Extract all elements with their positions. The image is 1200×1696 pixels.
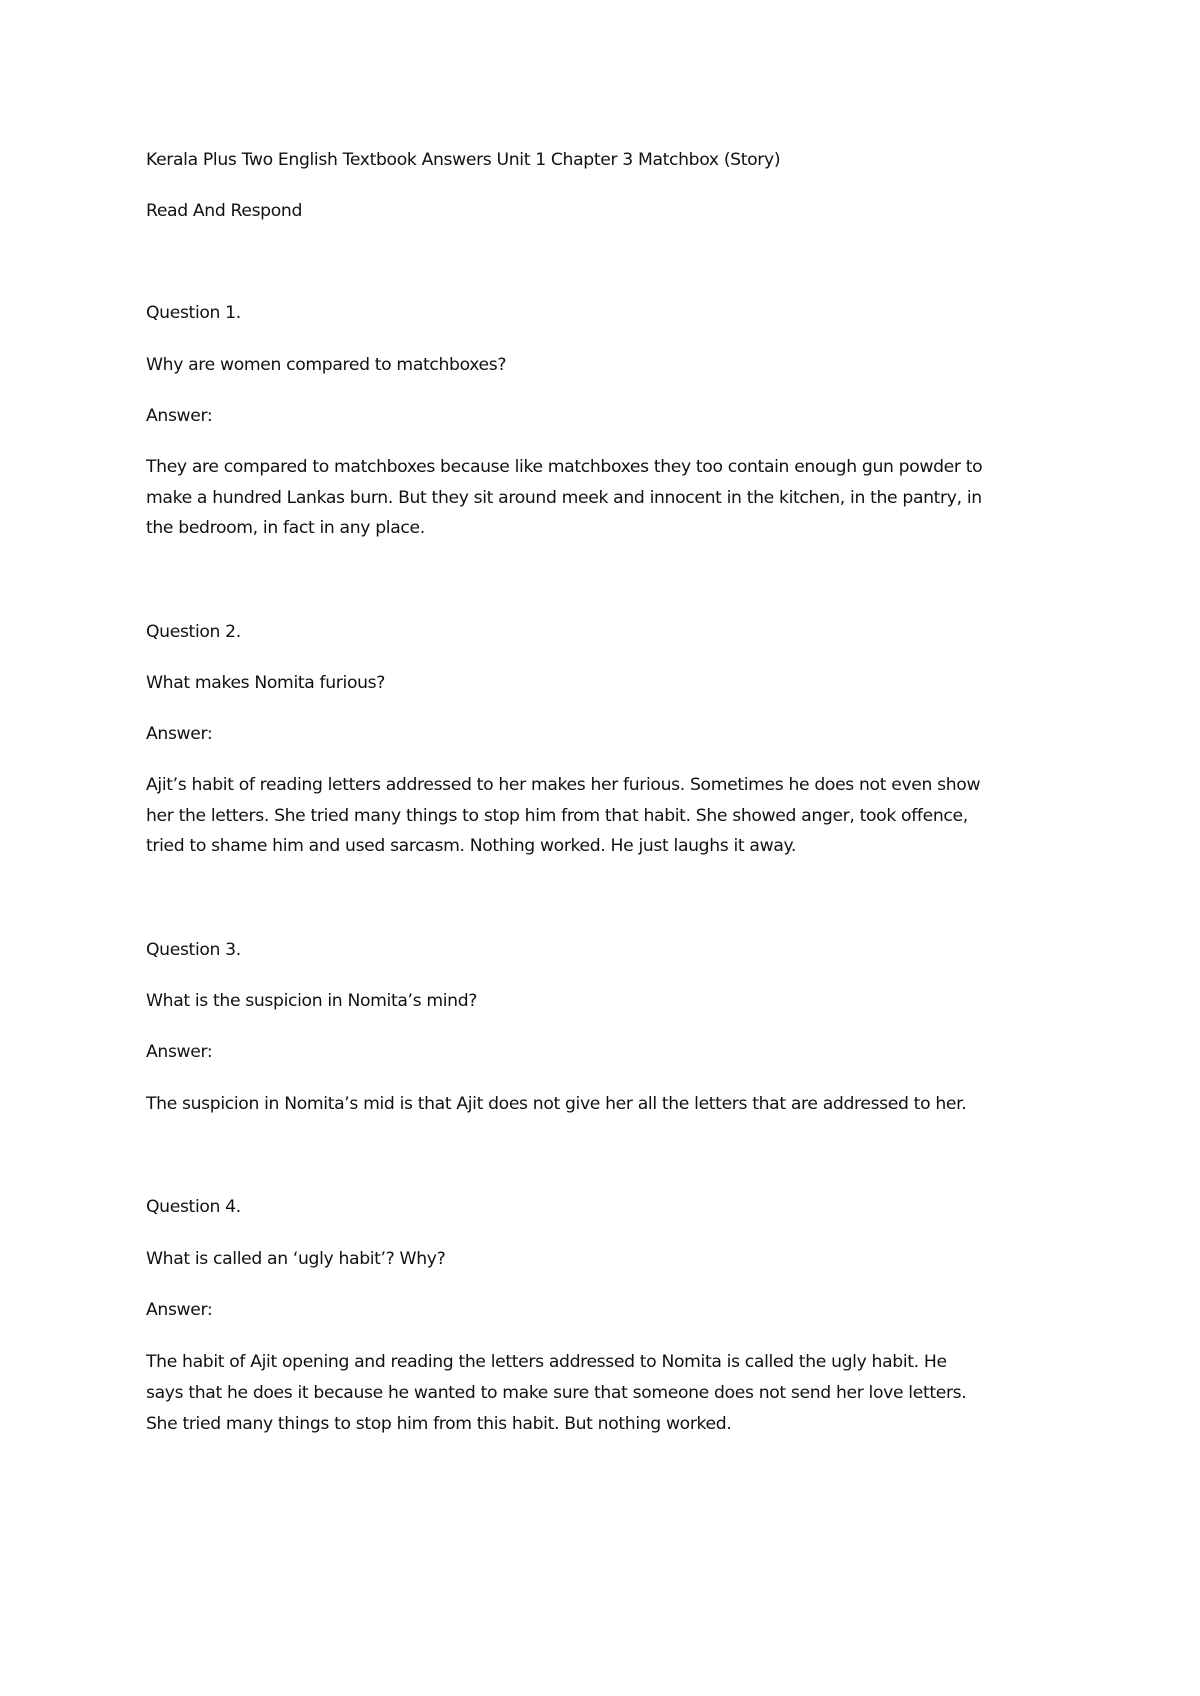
answer-line: tried to shame him and used sarcasm. Nothing worked. He just laughs it away. [146, 836, 796, 856]
answer-label: Answer: [146, 724, 213, 744]
question-text: What is the suspicion in Nomita’s mind? [146, 991, 478, 1011]
question-label: Question 4. [146, 1197, 241, 1217]
answer-line: Ajit’s habit of reading letters addressed to her makes her furious. Sometimes he does not even show [146, 775, 981, 795]
answer-line: They are compared to matchboxes because like matchboxes they too contain enough gun powder to [146, 457, 983, 477]
question-label: Question 3. [146, 940, 241, 960]
question-label: Question 1. [146, 303, 241, 323]
question-text: What is called an ‘ugly habit’? Why? [146, 1249, 446, 1269]
answer-label: Answer: [146, 1042, 213, 1062]
section-heading: Read And Respond [146, 201, 303, 221]
answer-label: Answer: [146, 1300, 213, 1320]
answer-line: The suspicion in Nomita’s mid is that Ajit does not give her all the letters that are addressed to her. [146, 1094, 967, 1114]
document-title: Kerala Plus Two English Textbook Answers Unit 1 Chapter 3 Matchbox (Story) [146, 150, 781, 170]
answer-line: The habit of Ajit opening and reading the letters addressed to Nomita is called the ugly habit. He [146, 1352, 947, 1372]
question-text: Why are women compared to matchboxes? [146, 355, 507, 375]
question-text: What makes Nomita furious? [146, 673, 386, 693]
answer-label: Answer: [146, 406, 213, 426]
answer-line: make a hundred Lankas burn. But they sit around meek and innocent in the kitchen, in the pantry, in [146, 488, 982, 508]
answer-line: says that he does it because he wanted to make sure that someone does not send her love letters. [146, 1383, 967, 1403]
question-label: Question 2. [146, 622, 241, 642]
answer-line: her the letters. She tried many things to stop him from that habit. She showed anger, took offence, [146, 806, 968, 826]
answer-line: the bedroom, in fact in any place. [146, 518, 425, 538]
answer-line: She tried many things to stop him from this habit. But nothing worked. [146, 1414, 732, 1434]
